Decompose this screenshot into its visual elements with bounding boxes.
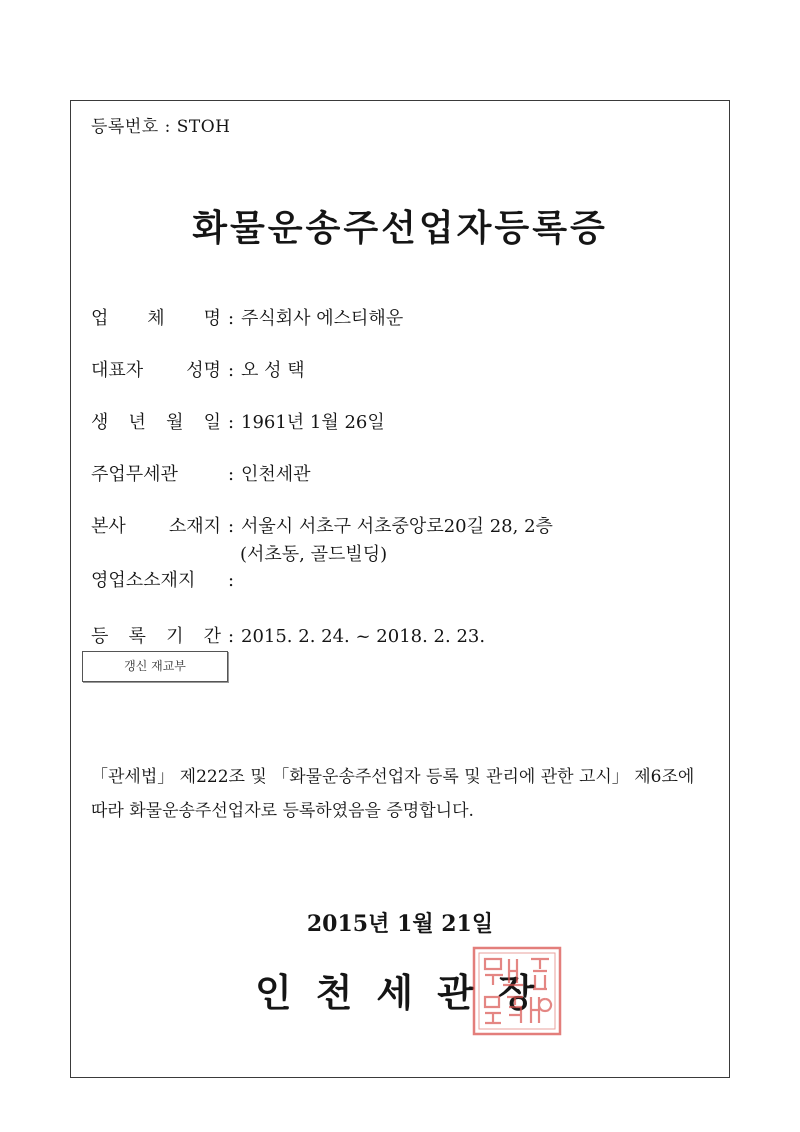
birth-date-label: 생 년 월 일 [91, 412, 221, 433]
company-name-value: 주식회사 에스티해운 [241, 308, 404, 329]
representative-value: 오 성 택 [241, 360, 305, 381]
branch-address-label: 영업소소재지 [91, 570, 196, 591]
hq-address-row [91, 512, 553, 538]
registration-period-label: 등 록 기 간 [91, 626, 221, 647]
birth-date-value: 1961년 1월 26일 [241, 412, 385, 433]
issue-date: 2015년 1월 21일 [306, 911, 494, 937]
hq-address-detail: (서초동, 골드빌딩) [240, 544, 388, 565]
representative-row [91, 356, 305, 382]
customs-office-value: 인천세관 [241, 464, 311, 485]
customs-office-label: 주업무세관 [91, 464, 178, 485]
issuer-name: 인천세관장 [255, 970, 559, 1015]
company-name-row [91, 304, 403, 330]
certificate-title: 화물운송주선업자등록증 [192, 207, 608, 249]
certification-statement: 「관세법」 제222조 및 「화물운송주선업자 등록 및 관리에 관한 고시」 제6조에 따라 화물운송주선업자로 등록하였음을 증명합니다. [91, 767, 695, 821]
registration-period-value: 2015. 2. 24. ~ 2018. 2. 23. [241, 626, 486, 647]
colon: : [227, 516, 235, 537]
hq-address-label: 본사 소재지 [91, 516, 221, 537]
colon: : [227, 360, 235, 381]
birth-date-row [91, 408, 385, 434]
colon: : [227, 308, 235, 329]
registration-number-value: STOH [176, 117, 231, 137]
registration-period-row [91, 622, 485, 648]
hq-address-value: 서울시 서초구 서초중앙로20길 28, 2층 [241, 516, 553, 537]
representative-label: 대표자 성명 [91, 360, 221, 381]
renewal-reissue-box: 갱신 재교부 [82, 651, 228, 682]
company-name-label: 업 체 명 [91, 308, 221, 329]
registration-number-label: 등록번호 : [91, 117, 177, 137]
customs-office-row [91, 460, 311, 486]
official-seal-icon [471, 945, 563, 1037]
colon: : [227, 570, 235, 591]
colon: : [227, 412, 235, 433]
colon: : [227, 464, 235, 485]
registration-number [91, 112, 230, 137]
seal-glyphs [485, 959, 551, 1023]
branch-address-row [91, 566, 241, 592]
colon: : [227, 626, 235, 647]
